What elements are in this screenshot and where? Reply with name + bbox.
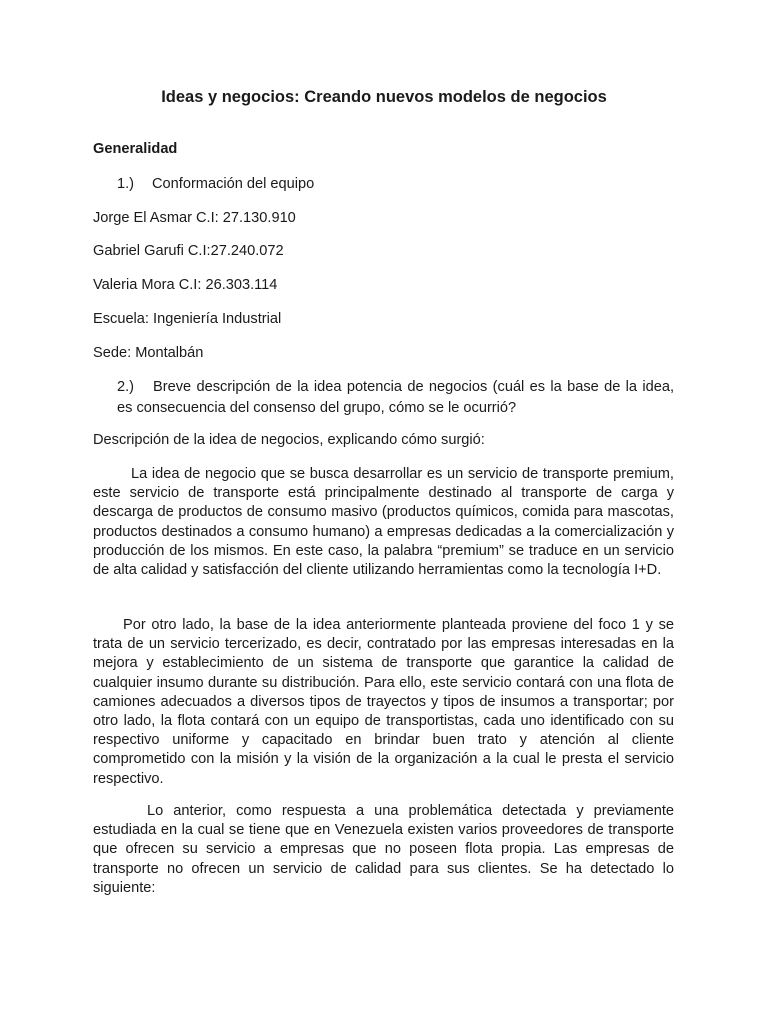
list-item-1 (117, 176, 314, 192)
paragraph-2: Por otro lado, la base de la idea anteriormente planteada proviene del foco 1 y se trata de un servicio tercerizado, es decir, contratado por las empresas interesadas en la mejora y establecimiento de un sistema de transporte que garantice la calidad de cualquier insumo durante su distribución. Para ello, este servicio contará con una flota de camiones adecuados a diversos tipos de trayectos y tipos de insumos a transportar; por otro lado, la flota contará con un equipo de transportistas, cada uno identificado con su respectivo uniforme y capacitado en brindar buen trato y atención al cliente comprometido con la misión y la visión de la organización a la cual le presta el servicio respectivo. (93, 617, 674, 787)
section-heading: Generalidad (93, 141, 178, 157)
paragraph-1: La idea de negocio que se busca desarrollar es un servicio de transporte premium, este servicio de transporte está principalmente destinado al transporte de carga y descarga de productos de consumo masivo (productos químicos, comida para mascotas, productos destinados a consumo humano) a empresas dedicadas a la comercialización y producción de los mismos. En este caso, la palabra “premium” se traduce en un servicio de alta calidad y satisfacción del cliente utilizando herramientas como la tecnología I+D. (93, 466, 674, 579)
campus-line: Sede: Montalbán (93, 345, 204, 361)
team-member-1: Jorge El Asmar C.I: 27.130.910 (93, 210, 296, 226)
team-member-3: Valeria Mora C.I: 26.303.114 (93, 277, 278, 293)
description-label: Descripción de la idea de negocios, explicando cómo surgió: (93, 432, 485, 448)
team-member-2: Gabriel Garufi C.I:27.240.072 (93, 243, 284, 259)
list-item-2 (117, 377, 674, 418)
paragraph-3: Lo anterior, como respuesta a una problemática detectada y previamente estudiada en la cual se tiene que en Venezuela existen varios proveedores de transporte que ofrecen su servicio a empresas que no poseen flota propia. Las empresas de transporte no ofrecen un servicio de calidad para sus clientes. Se ha detectado lo siguiente: (93, 803, 674, 896)
list-item-2-text: Breve descripción de la idea potencia de negocios (cuál es la base de la idea, es consecuencia del consenso del grupo, cómo se le ocurrió? (117, 379, 674, 416)
document-title: Ideas y negocios: Creando nuevos modelos de negocios (161, 88, 607, 106)
list-item-2-number: 2.) (117, 379, 135, 395)
school-line: Escuela: Ingeniería Industrial (93, 311, 282, 327)
list-item-1-number: 1.) (117, 176, 135, 192)
list-item-1-text: Conformación del equipo (152, 176, 315, 192)
